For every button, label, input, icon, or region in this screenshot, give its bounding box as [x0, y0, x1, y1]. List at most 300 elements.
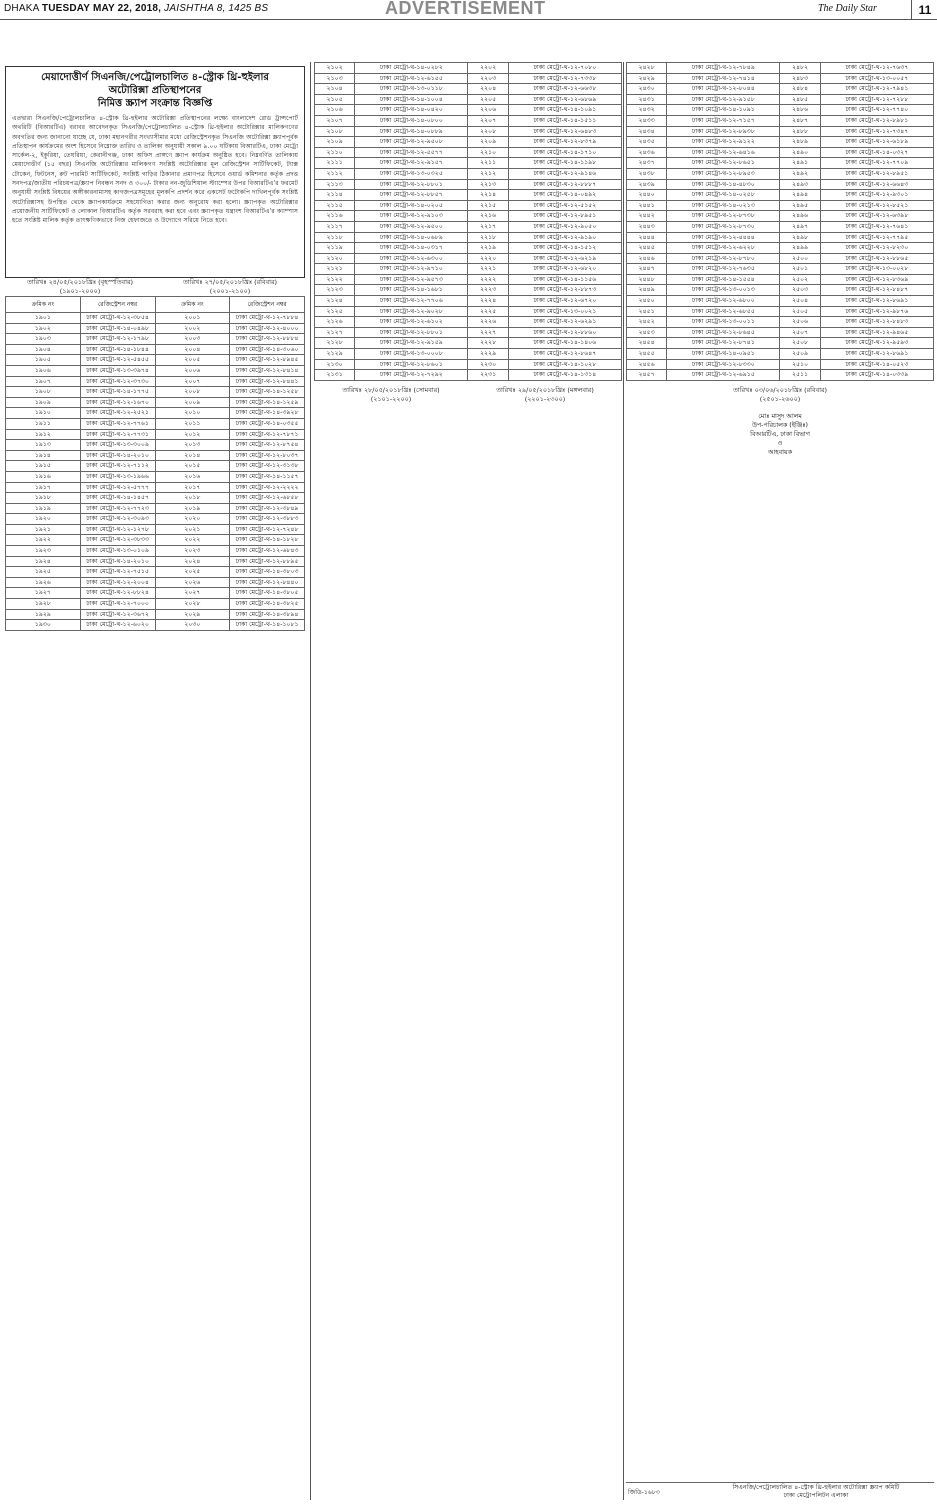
registration-number: ঢাকা মেট্রো-থ-১৪-৪৮৩০ — [667, 179, 780, 190]
committee-name — [698, 1484, 934, 1500]
table-row — [627, 200, 934, 211]
registration-number: ঢাকা মেট্রো-থ-১২-৮৭৩৮ — [667, 211, 780, 222]
registration-number: ঢাকা মেট্রো-থ-১২-৯০৫০ — [508, 221, 621, 232]
serial-number: ২৪৩৫ — [627, 137, 667, 148]
registration-number: ঢাকা মেট্রো-থ-১৪-০২১৩ — [667, 200, 780, 211]
serial-number: ২৫০৭ — [780, 327, 820, 338]
serial-number: ২৫০৬ — [780, 317, 820, 328]
schedule-caption — [5, 278, 305, 296]
table-row — [315, 211, 622, 222]
registration-number: ঢাকা মেট্রো-থ-১২-১৬৭০ — [80, 397, 155, 408]
table-row — [315, 137, 622, 148]
signatory-role: আহবায়ক — [767, 448, 793, 456]
registration-number: ঢাকা মেট্রো-থ-১২-৪৪৪৪ — [667, 232, 780, 243]
table-row — [6, 609, 305, 620]
registration-number: ঢাকা মেট্রো-থ-১২-৩৭৩০ — [80, 376, 155, 387]
dateline-city: DHAKA — [4, 3, 39, 14]
registration-number: ঢাকা মেট্রো-থ-১২-৮৭৮০ — [667, 253, 780, 264]
serial-number: ২১১৬ — [315, 211, 355, 222]
serial-number: ২২২৫ — [468, 306, 508, 317]
table-row — [315, 232, 622, 243]
table-row — [627, 158, 934, 169]
serial-number: ২১১৫ — [315, 200, 355, 211]
table-row — [315, 115, 622, 126]
table-row — [315, 349, 622, 360]
table-row — [315, 370, 622, 381]
serial-number: ১৯০৮ — [6, 387, 81, 398]
table-row — [627, 253, 934, 264]
serial-number: ২৪৪৩ — [627, 221, 667, 232]
serial-number: ২৫০৮ — [780, 338, 820, 349]
registration-number: ঢাকা মেট্রো-থ-১৪-১৭১০ — [508, 147, 621, 158]
registration-number: ঢাকা মেট্রো-থ-১৪-৩৯২৮ — [230, 408, 305, 419]
serial-number: ২৪৪৭ — [627, 264, 667, 275]
serial-number: ২০০৩ — [155, 334, 230, 345]
serial-number: ২০১৫ — [155, 461, 230, 472]
registration-number: ঢাকা মেট্রো-থ-১২-৮০৪৪ — [667, 84, 780, 95]
serial-number: ২৪৯৫ — [780, 200, 820, 211]
serial-number: ২২৩০ — [468, 359, 508, 370]
registration-number: ঢাকা মেট্রো-থ-১৪-১৭৭৫ — [80, 387, 155, 398]
serial-number: ২৫১০ — [780, 359, 820, 370]
table-row — [315, 327, 622, 338]
reg-header: রেজিস্ট্রেশন নম্বর — [80, 297, 155, 313]
registration-number: ঢাকা মেট্রো-থ-১২-২০০৪ — [80, 577, 155, 588]
dateline-bangla-date: JAISHTHA 8, 1425 BS — [164, 3, 269, 14]
serial-number: ২১১৮ — [315, 232, 355, 243]
registration-number: ঢাকা মেট্রো-থ-১৪-০৪৯৮ — [80, 323, 155, 334]
registration-number: ঢাকা মেট্রো-থ-১৪-২০১০ — [80, 450, 155, 461]
table-row — [6, 440, 305, 451]
serial-number: ২১১৭ — [315, 221, 355, 232]
serial-number: ২৪৯৪ — [780, 190, 820, 201]
registration-number: ঢাকা মেট্রো-থ-১২-৮৬৯১ — [820, 349, 933, 360]
footer-note — [626, 1482, 934, 1499]
schedule-caption — [314, 386, 622, 404]
serial-number: ২১৩১ — [315, 370, 355, 381]
registration-number: ঢাকা মেট্রো-থ-১২-৮৮৮৭ — [508, 179, 621, 190]
serial-number: ২১২৬ — [315, 317, 355, 328]
table-row — [627, 73, 934, 84]
table-row — [6, 365, 305, 376]
registration-number: ঢাকা মেট্রো-থ-১৪-০৬৮৯ — [355, 232, 468, 243]
serial-number: ২০২৭ — [155, 588, 230, 599]
table-row — [315, 359, 622, 370]
registration-number: ঢাকা মেট্রো-থ-১২-৭৫১৫ — [80, 567, 155, 578]
serial-number: ২০২৯ — [155, 609, 230, 620]
table-row — [6, 344, 305, 355]
serial-number: ২১০৪ — [315, 84, 355, 95]
registration-number: ঢাকা মেট্রো-থ-১৪-০৩১৭ — [355, 243, 468, 254]
serial-number: ১৯৩০ — [6, 620, 81, 631]
table-row — [6, 567, 305, 578]
serial-number: ২২০৩ — [468, 73, 508, 84]
registration-number: ঢাকা মেট্রো-থ-১২-৯৫০৮ — [355, 137, 468, 148]
serial-number: ২৫০৪ — [780, 296, 820, 307]
serial-number: ২৪৯১ — [780, 158, 820, 169]
registration-number: ঢাকা মেট্রো-থ-১২-৬৭২০ — [508, 296, 621, 307]
serial-number: ২০২১ — [155, 524, 230, 535]
registration-number: ঢাকা মেট্রো-থ-১২-৬৬৪৩ — [820, 179, 933, 190]
registration-number: ঢাকা মেট্রো-থ-১৩-০১১৮ — [355, 84, 468, 95]
serial-number: ২২৩১ — [468, 370, 508, 381]
table-row — [315, 63, 622, 74]
serial-number: ১৯১০ — [6, 408, 81, 419]
serial-number: ২৪৫৩ — [627, 327, 667, 338]
serial-number: ২২১৮ — [468, 232, 508, 243]
serial-number: ২৪২৮ — [627, 63, 667, 74]
table-row — [627, 126, 934, 137]
serial-number: ২২২৪ — [468, 296, 508, 307]
table-row — [6, 461, 305, 472]
table-row — [6, 418, 305, 429]
serial-number: ২২০৬ — [468, 105, 508, 116]
registration-number: ঢাকা মেট্রো-থ-১৪-১৪৫৭ — [80, 493, 155, 504]
dateline-date: TUESDAY MAY 22, 2018, — [41, 3, 162, 14]
serial-number: ২৫০৫ — [780, 306, 820, 317]
table-row — [6, 514, 305, 525]
table-row — [315, 264, 622, 275]
registration-number: ঢাকা মেট্রো-থ-১৪-৩০৬০ — [230, 344, 305, 355]
registration-number: ঢাকা মেট্রো-থ-১২-৬২৯১ — [508, 317, 621, 328]
serial-number: ২৪৩৯ — [627, 179, 667, 190]
table-row — [315, 179, 622, 190]
serial-number: ২০০৫ — [155, 355, 230, 366]
serial-number: ২২১৪ — [468, 190, 508, 201]
registration-number: ঢাকা মেট্রো-থ-১৩-০১০৯ — [80, 546, 155, 557]
serial-number: ২৪৯৭ — [780, 221, 820, 232]
registration-number: ঢাকা মেট্রো-থ-১৪-৩৮০৩ — [230, 567, 305, 578]
schedule-range: (২২০১-২৩০০) — [524, 394, 566, 403]
table-row — [6, 355, 305, 366]
table-row — [627, 327, 934, 338]
registration-number: ঢাকা মেট্রো-থ-১৪-১১৯৮ — [508, 158, 621, 169]
registration-number: ঢাকা মেট্রো-থ-১৪-০৪৯২ — [508, 190, 621, 201]
registration-number: ঢাকা মেট্রো-থ-১৪-০২০৫ — [355, 200, 468, 211]
schedule-date: তারিখঃ ২৪/০৫/২০১৮খ্রিঃ (বৃহস্পতিবার) — [27, 278, 133, 286]
table-row — [6, 493, 305, 504]
registration-number: ঢাকা মেট্রো-থ-১২-৫৪৫৫ — [80, 355, 155, 366]
registration-number: ঢাকা মেট্রো-থ-১৩-০৩২৫ — [355, 168, 468, 179]
registration-number: ঢাকা মেট্রো-থ-১২-৯১২২ — [667, 137, 780, 148]
table-row — [315, 317, 622, 328]
serial-number: ১৯১৬ — [6, 471, 81, 482]
serial-number: ২১২৮ — [315, 338, 355, 349]
notice-body: এতদ্বারা সিএনজি/পেট্রোলচালিত ৪-স্ট্রোক থ্রি-হুইলার অটোরিক্সা প্রতিস্থাপনের লক্ষ্যে বাংলাদেশ রোড ট্রান্সপোর্ট অথরিটি (বিআরটিএ) বরাবর আবেদনকৃত সিএনজি/পেট্রোলচালিত ৪-স্ট্রোক থ্রি-হুইলার অটোরিক্সার মালিকগণের অবগতির জন্য জানানো যাচ্ছে যে, ঢাকা মহানগরীর সংখ্যাসীমার মধ্যে রেজিস্ট্রেশনকৃত সিএনজি অটোরিক্সা স্ক্র্যাপপূর্বক প্রতিস্থাপন কার্যক্রমের অংশ হিসেবে নিম্নোক্ত তারিখ ও তালিকা অনুযায়ী সকাল ৯.০০ ঘটিকায় বিআরটিএ, ঢাকা মেট্রো সার্কেল-২, ইকুরিয়া, তেঘরিয়া, কেরানীগঞ্জ, ঢাকা অফিস প্রাঙ্গণে স্ক্র্যাপ কার্যক্রম অনুষ্ঠিত হবে। নিম্নবর্ণিত তালিকায় মেয়াদোত্তীর্ণ (১৫ বছর) সিএনজি অটোরিক্সার মালিকগণ সংশ্লিষ্ট অটোরিক্সার মূল রেজিস্ট্রেশন সার্টিফিকেট, ট্যাক্স টোকেন, ফিটনেস, রুট পারমিট সার্টিফিকেট, সংশ্লিষ্ট গাড়ির ঠিকানার প্রমাণপত্র হিসেবে ওয়ার্ড কমিশনার কর্তৃক প্রদত্ত সনদপত্র/জাতীয় পরিচয়পত্র/স্ক্র্যাপ নিবন্ধন সনদ ও ৩০০/- টাকার নন-জুডিশিয়াল স্ট্যাম্পের উপর বিআরটিএ'র ফরমেট অনুযায়ী সংশ্লিষ্ট বিষয়ের অঙ্গীকারনামাসহ কাগজপত্রসমূহের মূলকপি প্রদর্শন করে একসেট ফটোকপি দাখিলপূর্বক সংশ্লিষ্ট অটোরিক্সাসহ উপস্থিত থেকে স্ক্র্যাপকার্যক্রমে সহযোগিতা করার জন্য অনুরোধ করা হলো। স্ক্র্যাপকৃত অটোরিক্সার প্রয়োজনীয় সার্টিফিকেট ও লোকাল বিআরটিএ কর্তৃক সরবরাহ করা হবে এবং স্ক্র্যাপকৃত যন্ত্রাংশ বিআরটিএ'র ক্যাম্পাস হতে সংশ্লিষ্ট মালিক কর্তৃক তাৎক্ষণিকভাবে নিজ হেফাজতে ও উদ্যোগে সরিয়ে নিতে হবে। — [12, 115, 298, 225]
registration-number: ঢাকা মেট্রো-থ-১৪-১৪০৬ — [508, 338, 621, 349]
serial-number: ২২১৬ — [468, 211, 508, 222]
serial-number: ২০১০ — [155, 408, 230, 419]
registration-number: ঢাকা মেট্রো-থ-১২-৮৮০১ — [355, 327, 468, 338]
registration-number: ঢাকা মেট্রো-থ-১৪-০৮৮৯ — [355, 126, 468, 137]
serial-number: ২২০৪ — [468, 84, 508, 95]
registration-number: ঢাকা মেট্রো-থ-১২-৭৮৪৯ — [667, 63, 780, 74]
schedule-caption — [626, 386, 934, 404]
serial-number: ২০২০ — [155, 514, 230, 525]
serial-number: ২৪৩৪ — [627, 126, 667, 137]
registration-number: ঢাকা মেট্রো-থ-১৪-১০৯১ — [508, 105, 621, 116]
serial-number: ২৫১১ — [780, 370, 820, 381]
serial-number: ২১২১ — [315, 264, 355, 275]
table-row — [315, 274, 622, 285]
serial-number: ২০২৪ — [155, 556, 230, 567]
registration-number: ঢাকা মেট্রো-থ-১৪-১২৫৮ — [230, 387, 305, 398]
serial-number: ১৯১৭ — [6, 482, 81, 493]
registration-number: ঢাকা মেট্রো-থ-১২-৮৬৪৭ — [508, 349, 621, 360]
registration-number: ঢাকা মেট্রো-থ-১২-৯৫৭৩ — [355, 274, 468, 285]
job-id: জিডি-১৬৮৩ — [628, 1489, 660, 1496]
serial-number: ২২১০ — [468, 147, 508, 158]
serial-number: ২৪৫১ — [627, 306, 667, 317]
registration-number: ঢাকা মেট্রো-থ-১২-৯১৯০ — [508, 232, 621, 243]
serial-number: ১৯১১ — [6, 418, 81, 429]
serial-number: ২৪৫০ — [627, 296, 667, 307]
schedule-range: (২৫০১-২৬০০) — [759, 394, 801, 403]
registration-number: ঢাকা মেট্রো-থ-১২-৯৭১০ — [355, 264, 468, 275]
serial-number: ২১২২ — [315, 274, 355, 285]
table-row — [6, 599, 305, 610]
newspaper-logo: The Daily Star — [818, 3, 877, 14]
registration-number: ঢাকা মেট্রো-থ-১৪-১১৫৭ — [230, 471, 305, 482]
serial-number: ২৪৩০ — [627, 84, 667, 95]
table-row — [627, 243, 934, 254]
table-row — [6, 387, 305, 398]
serial-number: ২০০২ — [155, 323, 230, 334]
registration-number: ঢাকা মেট্রো-থ-১২-৮৯৫১ — [820, 168, 933, 179]
registration-number: ঢাকা মেট্রো-থ-১২-৭৯৪১ — [820, 84, 933, 95]
table-row — [315, 306, 622, 317]
registration-number: ঢাকা মেট্রো-থ-১২-৮৮৮৪ — [230, 334, 305, 345]
serial-number: ২২১২ — [468, 168, 508, 179]
registration-number: ঢাকা মেট্রো-থ-১২-৭২৮৮ — [820, 94, 933, 105]
column-1 — [5, 66, 305, 1504]
serial-number: ২৪৯৮ — [780, 232, 820, 243]
registration-number: ঢাকা মেট্রো-থ-১২-৯০২৮ — [355, 306, 468, 317]
serial-number: ২২২০ — [468, 253, 508, 264]
registration-number: ঢাকা মেট্রো-থ-১২-৬৩৯৮ — [820, 211, 933, 222]
serial-number: ১৯১৯ — [6, 503, 81, 514]
serial-number: ১৯২২ — [6, 535, 81, 546]
registration-number: ঢাকা মেট্রো-থ-১২-৬৮৬৯ — [508, 94, 621, 105]
table-row — [315, 190, 622, 201]
serial-number: ১৯০৭ — [6, 376, 81, 387]
serial-number: ২২২৯ — [468, 349, 508, 360]
serial-number: ২২০৭ — [468, 115, 508, 126]
column-rule — [310, 62, 311, 1500]
table-row — [627, 179, 934, 190]
registration-number: ঢাকা মেট্রো-থ-১৪-০৩৫৫ — [230, 418, 305, 429]
serial-number: ১৯০৪ — [6, 344, 81, 355]
table-row — [627, 221, 934, 232]
table-row — [627, 370, 934, 381]
serial-number: ২০০৪ — [155, 344, 230, 355]
registration-number: ঢাকা মেট্রো-থ-১২-৯৪৬৫ — [820, 327, 933, 338]
registration-number: ঢাকা মেট্রো-থ-১২-৮৯৫১ — [508, 211, 621, 222]
notice-title — [12, 71, 298, 110]
registration-number: ঢাকা মেট্রো-থ-১২-৫১৫২ — [508, 200, 621, 211]
notice-title-line: অটোরিক্সা প্রতিস্থাপনের — [108, 85, 202, 96]
registration-number: ঢাকা মেট্রো-থ-১২-৭১৫৭ — [667, 115, 780, 126]
registration-number: ঢাকা মেট্রো-থ-১২-৩৮৫৪ — [80, 313, 155, 324]
registration-number: ঢাকা মেট্রো-থ-১২-৯৫০০ — [355, 221, 468, 232]
schedule-date: তারিখঃ ২৭/০৫/২০১৮খ্রিঃ (রবিবার) — [183, 278, 277, 286]
serial-number: ২২২৮ — [468, 338, 508, 349]
registration-number: ঢাকা মেট্রো-থ-১২-৭১১২ — [80, 461, 155, 472]
registration-number: ঢাকা মেট্রো-থ-১২-৬৯১৫ — [667, 370, 780, 381]
registration-number: ঢাকা মেট্রো-থ-১৪-১৬৮১ — [355, 285, 468, 296]
table-row — [6, 482, 305, 493]
registration-number: ঢাকা মেট্রো-থ-১২-৮৬০১ — [355, 359, 468, 370]
dateline — [4, 3, 268, 14]
registration-number: ঢাকা মেট্রো-থ-১২-৬৮০০ — [667, 296, 780, 307]
committee-title: সিএনজি/পেট্রোলচালিত ৪-স্ট্রোক থ্রি-হুইলার অটোরিক্সা স্ক্র্যাপ কমিটি — [732, 1484, 900, 1491]
registration-number: ঢাকা মেট্রো-থ-১৪-১০০৪ — [355, 94, 468, 105]
serial-number: ১৯০৯ — [6, 397, 81, 408]
registration-number: ঢাকা মেট্রো-থ-১২-২২২২ — [230, 482, 305, 493]
serial-number: ২১১১ — [315, 158, 355, 169]
table-row — [6, 408, 305, 419]
registration-number: ঢাকা মেট্রো-থ-১২-৮৩৭৯ — [508, 137, 621, 148]
registration-number: ঢাকা মেট্রো-থ-১২-৮৭৫৪ — [230, 440, 305, 451]
serial-number: ১৯০৫ — [6, 355, 81, 366]
table-row — [627, 285, 934, 296]
serial-number: ২০১৩ — [155, 440, 230, 451]
registration-number: ঢাকা মেট্রো-থ-১৩-৩৯৭৪ — [80, 365, 155, 376]
serial-number: ১৯২৭ — [6, 588, 81, 599]
serial-number: ২৪৩৩ — [627, 115, 667, 126]
registration-number: ঢাকা মেট্রো-থ-১২-৭২৯২ — [355, 370, 468, 381]
table-row — [6, 535, 305, 546]
registration-number: ঢাকা মেট্রো-থ-১২-৩০৯৩ — [80, 514, 155, 525]
table-row — [315, 285, 622, 296]
serial-number: ২২২২ — [468, 274, 508, 285]
registration-number: ঢাকা মেট্রো-থ-১৪-০৮০০ — [355, 115, 468, 126]
registration-number: ঢাকা মেট্রো-থ-১৪-১৫৫৪ — [667, 274, 780, 285]
registration-number: ঢাকা মেট্রো-থ-১২-৩৮৮৩ — [230, 514, 305, 525]
table-row — [315, 94, 622, 105]
table-row — [6, 334, 305, 345]
serial-number: ২৪৮৫ — [780, 94, 820, 105]
registration-number: ঢাকা মেট্রো-থ-১৩-০০৫৭ — [820, 73, 933, 84]
signatory-name: মোঃ মাসুদ আলম — [758, 412, 802, 420]
serial-number: ২১১০ — [315, 147, 355, 158]
scrap-notice — [5, 66, 305, 278]
serial-number: ২০১১ — [155, 418, 230, 429]
serial-number: ২২২৬ — [468, 317, 508, 328]
serial-number: ১৯২৬ — [6, 577, 81, 588]
registration-number: ঢাকা মেট্রো-থ-১২-৮৬৯১ — [820, 296, 933, 307]
schedule-date: তারিখঃ ০৩/০৬/২০১৮খ্রিঃ (রবিবার) — [733, 385, 827, 394]
serial-number: ২৪৩৬ — [627, 147, 667, 158]
serial-number: ২০১৮ — [155, 493, 230, 504]
serial-number: ১৯০২ — [6, 323, 81, 334]
serial-number: ২০১৬ — [155, 471, 230, 482]
registration-number: ঢাকা মেট্রো-থ-১২-৩৮৪৯ — [230, 503, 305, 514]
registration-number: ঢাকা মেট্রো-থ-১৪-২০১০ — [80, 556, 155, 567]
registration-number: ঢাকা মেট্রো-থ-১২-৬০২০ — [80, 620, 155, 631]
table-row — [315, 168, 622, 179]
registration-number: ঢাকা মেট্রো-থ-১২-৮৬৫১ — [667, 158, 780, 169]
serial-number: ২৪৪৫ — [627, 243, 667, 254]
registration-number: ঢাকা মেট্রো-থ-১৩-০০১১ — [667, 317, 780, 328]
serial-number: ২১১৪ — [315, 190, 355, 201]
committee-area: ঢাকা মেট্রোপলিটন এলাকা — [783, 1492, 849, 1499]
serial-number: ২৪৮৭ — [780, 115, 820, 126]
registration-number: ঢাকা মেট্রো-থ-১২-৭৩৪৭ — [820, 126, 933, 137]
serial-number: ১৯১৫ — [6, 461, 81, 472]
registration-number: ঢাকা মেট্রো-থ-১৪-১০৯১ — [667, 105, 780, 116]
registration-number: ঢাকা মেট্রো-থ-১২-৬৪৮৩ — [508, 126, 621, 137]
registration-number: ঢাকা মেট্রো-থ-১২-৭৭৯৫ — [820, 232, 933, 243]
serial-number: ২৪৯৯ — [780, 243, 820, 254]
table-row — [627, 190, 934, 201]
serial-number: ২৪৪৯ — [627, 285, 667, 296]
registration-number: ঢাকা মেট্রো-থ-১২-৯১৪৬ — [508, 168, 621, 179]
table-row — [315, 158, 622, 169]
registration-number: ঢাকা মেট্রো-থ-১২-৯৫৯৩ — [820, 338, 933, 349]
table-row — [627, 232, 934, 243]
registration-number: ঢাকা মেট্রো-থ-১৪-১২৫৯ — [230, 397, 305, 408]
registration-table — [314, 62, 622, 381]
serial-number: ২৫০৩ — [780, 285, 820, 296]
serial-number: ২২০৮ — [468, 126, 508, 137]
table-row — [315, 73, 622, 84]
serial-number: ২০৩০ — [155, 620, 230, 631]
registration-number: ঢাকা মেট্রো-থ-১২-৬৮৪৩ — [230, 546, 305, 557]
registration-number: ঢাকা মেট্রো-থ-১২-৭৩৩৮ — [508, 73, 621, 84]
table-row — [315, 221, 622, 232]
serial-number: ২৪২৯ — [627, 73, 667, 84]
table-row — [6, 556, 305, 567]
registration-number: ঢাকা মেট্রো-থ-১২-২৫২১ — [80, 408, 155, 419]
registration-number: ঢাকা মেট্রো-থ-১২-৭৮৮৪ — [230, 313, 305, 324]
sl-header: ক্রমিক নং — [6, 297, 81, 313]
registration-number: ঢাকা মেট্রো-থ-১২-৮৯৫৩ — [667, 168, 780, 179]
serial-number: ১৯২৩ — [6, 546, 81, 557]
registration-number: ঢাকা মেট্রো-থ-১৩-০০২১ — [508, 306, 621, 317]
table-row — [6, 546, 305, 557]
registration-number: ঢাকা মেট্রো-থ-১৪-১৫১২ — [508, 243, 621, 254]
serial-number: ১৯০১ — [6, 313, 81, 324]
serial-number: ২৪৫৭ — [627, 370, 667, 381]
table-row — [6, 323, 305, 334]
schedule-range: (২১০১-২২০০) — [370, 394, 412, 403]
registration-number: ঢাকা মেট্রো-থ-১২-৭৭০৯ — [820, 158, 933, 169]
registration-number: ঢাকা মেট্রো-থ-১২-৯১০৩ — [355, 211, 468, 222]
serial-number: ২৫০০ — [780, 253, 820, 264]
serial-number: ২১১৯ — [315, 243, 355, 254]
serial-number: ২১০৯ — [315, 137, 355, 148]
table-row — [627, 168, 934, 179]
registration-number: ঢাকা মেট্রো-থ-১২-৮৭৪১ — [667, 338, 780, 349]
registration-number: ঢাকা মেট্রো-থ-১৩-০০১৩ — [667, 285, 780, 296]
serial-number: ২০১৪ — [155, 450, 230, 461]
serial-number: ১৯২৮ — [6, 599, 81, 610]
serial-number: ২৪৮৪ — [780, 84, 820, 95]
serial-number: ১৯২১ — [6, 524, 81, 535]
serial-number: ১৯২০ — [6, 514, 81, 525]
registration-number: ঢাকা মেট্রো-থ-১৪-৩৮২৫ — [230, 599, 305, 610]
registration-number: ঢাকা মেট্রো-থ-১২-৮৬৪৫ — [667, 327, 780, 338]
registration-number: ঢাকা মেট্রো-থ-১২-৭২৪৮ — [230, 524, 305, 535]
serial-number: ২৪৪০ — [627, 190, 667, 201]
registration-number: ঢাকা মেট্রো-থ-১২-৮৮৬৫ — [820, 253, 933, 264]
registration-number: ঢাকা মেট্রো-থ-১২-৭৭৩১ — [80, 429, 155, 440]
table-row — [627, 296, 934, 307]
registration-number: ঢাকা মেট্রো-থ-১৪-১১৫৬ — [508, 274, 621, 285]
column-3 — [626, 62, 934, 1500]
serial-number: ২২১১ — [468, 158, 508, 169]
